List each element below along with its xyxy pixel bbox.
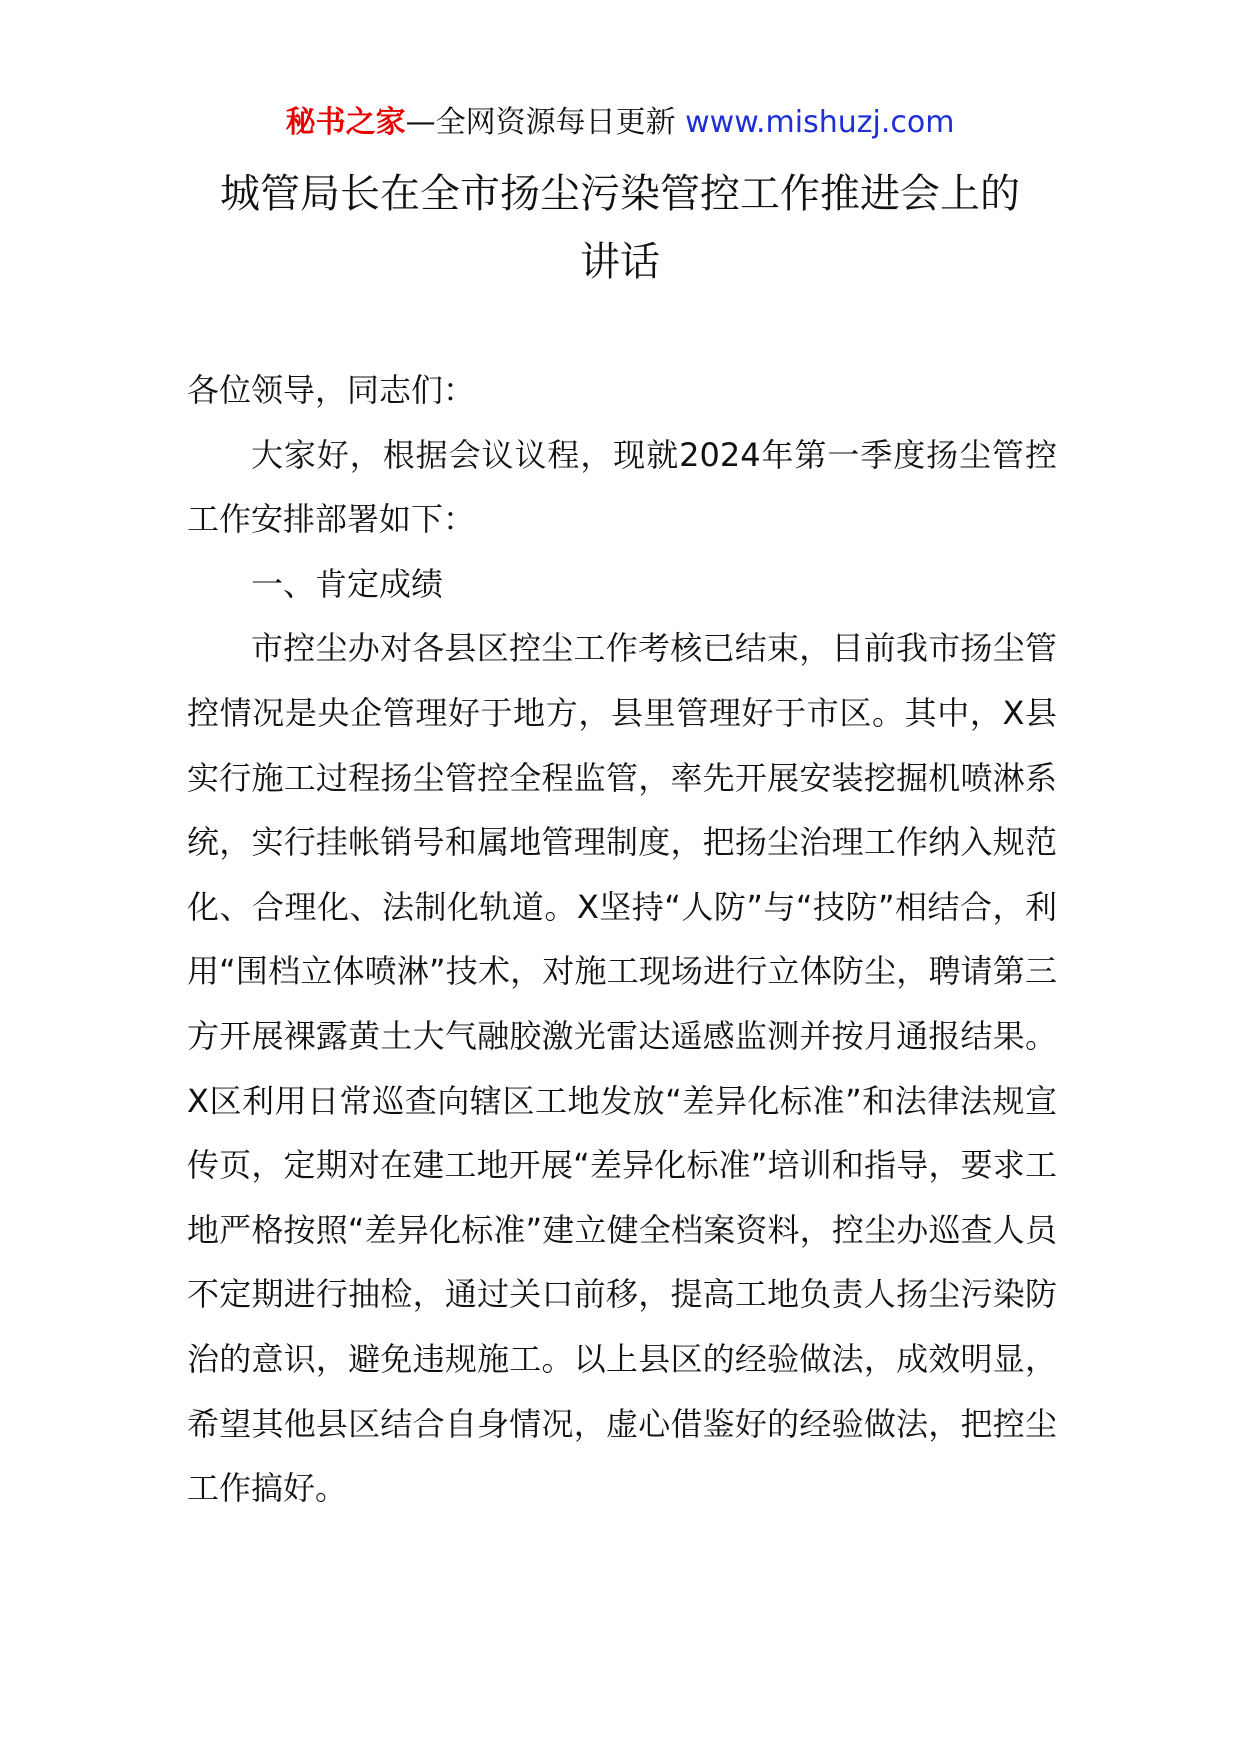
salutation: 各位领导，同志们： <box>187 371 476 409</box>
site-url[interactable]: www.mishuzj.com <box>685 105 955 140</box>
title-line-1: 城管局长在全市扬尘污染管控工作推进会上的 <box>220 171 1020 217</box>
title-line-2: 讲话 <box>580 239 660 285</box>
document-body <box>187 358 1057 1521</box>
brand-name: 秘书之家 <box>285 105 406 140</box>
document-title <box>170 160 1070 296</box>
site-header <box>0 100 1240 146</box>
header-slogan: —全网资源每日更新 <box>405 105 676 140</box>
section-paragraph: 市控尘办对各县区控尘工作考核已结束，目前我市扬尘管控情况是央企管理好于地方，县里管理好于市区。其中，X县实行施工过程扬尘管控全程监管，率先开展安装挖掘机喷淋系统，实行挂帐销号和属地管理制度，把扬尘治理工作纳入规范化、合理化、法制化轨道。X坚持“人防”与“技防”相结合，利用“围档立体喷淋”技术，对施工现场进行立体防尘，聘请第三方开展裸露黄土大气融胶激光雷达遥感监测并按月通报结果。X区利用日常巡查向辖区工地发放“差异化标准”和法律法规宣传页，定期对在建工地开展“差异化标准”培训和指导，要求工地严格按照“差异化标准”建立健全档案资料，控尘办巡查人员不定期进行抽检，通过关口前移，提高工地负责人扬尘污染防治的意识，避免违规施工。以上县区的经验做法，成效明显，希望其他县区结合自身情况，虚心借鉴好的经验做法，把控尘工作搞好。 <box>187 629 1057 1508</box>
intro-paragraph: 大家好，根据会议议程，现就2024年第一季度扬尘管控工作安排部署如下： <box>187 435 1057 539</box>
section-heading: 一、肯定成绩 <box>251 564 444 603</box>
